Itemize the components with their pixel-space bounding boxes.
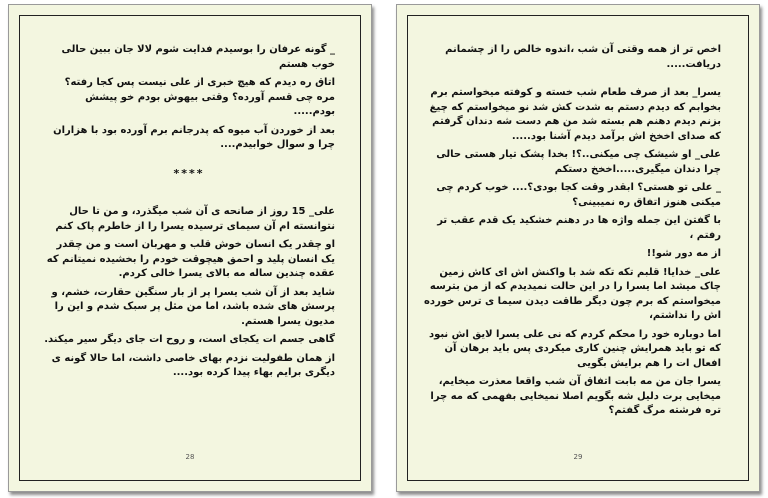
paragraph: علی_ 15 روز از صانحه ی آن شب میگذرد، و من تا حال نتوانسته ام آن سیمای ترسیده یسرا را از خاطرم پاک کنم (55, 206, 335, 232)
right-page (396, 4, 760, 492)
paragraph: او چقدر یک انسان خوش قلب و مهربان است و من چقدر یک انسان پلید و احمق هیچوقت خودم را بخشیده نمیتانم که عقده چندین ساله مه بالای یسرا خالی کردم. (46, 239, 335, 279)
paragraph: علی_ خدایا! قلبم تکه تکه شد با واکنش اش ای کاش زمین چاک میشد اما یسرا را در این حالت نمیدیدم که از من بترسه میخواستم که برم چون دیگر طاقت دیدن سیما ی ترس خورده اش را نداشتم، (424, 266, 721, 321)
paragraph: از همان طفولیت نزدم بهای خاصی داشت، اما حالا گونه ی دیگری برایم بهاء پیدا کرده بود.... (51, 352, 335, 378)
page-number: 29 (573, 453, 583, 461)
paragraph: گاهی جسم ات یکجای است، و روح ات جای دیگر سیر میکند. (44, 334, 335, 345)
paragraph: بعد از خوردن آب میوه که پدرجانم برم آورده بود با هزاران چرا و سوال خوابیدم.... (53, 124, 335, 150)
section-separator: **** (173, 166, 205, 180)
paragraph: علی_ او شیشک چی میکنی..؟! بخدا پشک تیار هستی حالی چرا دندان میگیری.....اخخخ دستکم (436, 149, 721, 175)
paragraph: اخص تر از همه وقتی آن شب ،اندوه خالص را از چشمانم دریافت..... (445, 44, 721, 70)
paragraph: یسرا_ بعد از صرف طعام شب خسته و کوفته میخواستم برم بخوابم که دیدم دستم به شدت کش شد نو میخواستم که چیغ بزنم دیدم دهنم هم بسته شد من هم دست شه دندان گرفتم که صدای اخخخ اش برآمد دیدم آشنا بود..... (429, 87, 721, 142)
paragraph: _ گونه عرفان را بوسیدم فدایت شوم لالا جان ببین حالی خوب هستم (61, 44, 335, 70)
paragraph: اما دوباره خود را محکم کردم که نی علی یسرا لایق اش نبود که تو باید همرایش چنین کاری میکردی پس باید برهان آن افعال ات را هم برایش بگویی (428, 328, 721, 369)
left-page (8, 4, 372, 492)
paragraph: یسرا جان من مه بابت اتفاق آن شب واقعا معذرت میخایم، میخایی برت دلیل شه بگویم اصلا نمیخایی بفهمی که مه چرا تره فرشته مرگ گفتم؟ (430, 376, 721, 416)
paragraph: اتاق ره دیدم که هیچ خبری از علی نیست پس کجا رفته؟ مره چی قسم آورده؟ وقتی بیهوش بودم خو پیشش بودم..... (64, 77, 335, 117)
paragraph: شاید بعد از آن شب یسرا پر از بار سنگین حقارت، خشم، و پرسش های شده باشد، اما من مثل پر سبک شدم و این را مدیون یسرا هستم. (51, 286, 335, 327)
page-text (419, 43, 721, 423)
page-number: 28 (185, 453, 195, 461)
paragraph: با گفتن این جمله واژه ها در دهنم خشکید یک قدم عقب تر رفتم ، (437, 215, 721, 241)
paragraph: _ علی تو هستی؟ ابقدر وقت کجا بودی؟.... خوب کردم چی میکنی هنوز اتفاق ره نمیبینی؟ (436, 182, 721, 208)
paragraph: از مه دور شو!! (646, 248, 721, 259)
page-text (43, 43, 335, 385)
